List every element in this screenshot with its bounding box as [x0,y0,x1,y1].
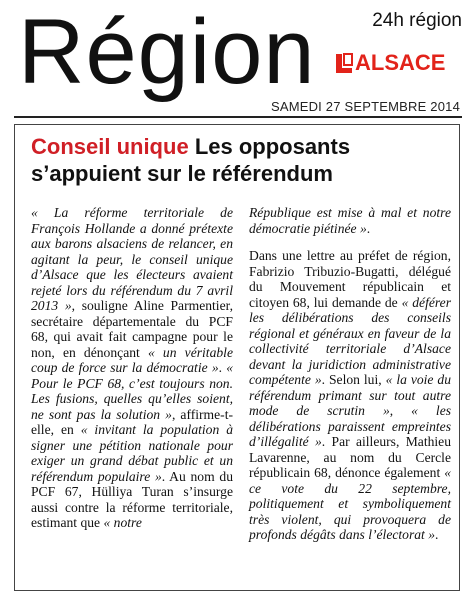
text-span: . Par ailleurs, Mathieu Lavarenne, au nom du Cercle républicain 68, dénonce également [249,434,451,480]
section-label: 24h région [372,10,462,31]
quote-span: « Pour le PCF 68, c’est toujours non. Les fusions, quelles qu’elles soient, ne sont pas la solution » [31,360,233,422]
quote-span: « un véritable coup de force sur la démocratie » [31,344,233,375]
quote-span: « déférer les délibérations des conseils régional et généraux en faveur de la collectivité territoriale d’Alsace devant la juridiction administrative compétente » [249,294,451,387]
quote-span: « ce vote du 22 septembre, politiquement et symboliquement très violent, qui provoquera de profonds dégâts dans l’électorat » [249,465,451,542]
article-box [14,124,460,591]
quote-span: « invitant la population à signer une pétition nationale pour exiger un grand débat public et un référendum populaire » [31,422,233,484]
article-headline [31,133,451,187]
text-span: . [435,527,439,542]
page-header [0,0,474,118]
quote-span: « La réforme territoriale de François Hollande a donné prétexte aux barons alsaciens de relancer, en agitant la peur, le conseil unique d’Alsace que les électeurs avaient rejeté lors du référendum du 7 avril 2013 » [31,205,233,313]
text-span: . [366,220,371,236]
paragraph [249,248,451,543]
quote-span: « notre [103,515,142,530]
text-span: , souligne Aline Parmentier, secrétaire départementale du PCF 68, qui avait fait campagne pour le non, en dénonçant [31,298,233,360]
quote-span: « la voie du référendum primant sur tout autre mode de scrutin » [249,372,451,418]
article-column-2 [249,205,451,543]
paragraph [31,205,233,531]
section-title: Région [18,1,316,103]
text-span: . Au nom du PCF 67, Hülliya Turan s’insurge aussi contre la réforme territoriale, estimant que [31,468,233,530]
text-span: , affirme-t-elle, en [31,406,233,437]
logo-text: ALSACE [355,50,446,75]
quote-span: « les délibérations paraissent empreintes d’illégalité » [249,403,452,449]
logo-mark-icon [334,52,354,74]
article-column-1 [31,205,233,543]
quote-span: République est mise à mal et notre démocratie piétinée » [249,205,451,236]
text-span: . [218,360,227,375]
text-span: . Selon lui, [321,372,386,387]
headline-kicker: Conseil unique [31,134,189,159]
newspaper-logo [334,50,462,74]
text-span: , [389,403,412,418]
paragraph [249,205,451,236]
publication-date: SAMEDI 27 SEPTEMBRE 2014 [270,99,460,114]
text-span: Dans une lettre au préfet de région, Fabrizio Tribuzio-Bugatti, délégué du Mouvement républicain et citoyen 68, lui demande de [249,248,451,310]
headline-text: Les opposants s’appuient sur le référendum [31,134,351,186]
header-divider [14,116,462,118]
article-body [31,205,451,543]
